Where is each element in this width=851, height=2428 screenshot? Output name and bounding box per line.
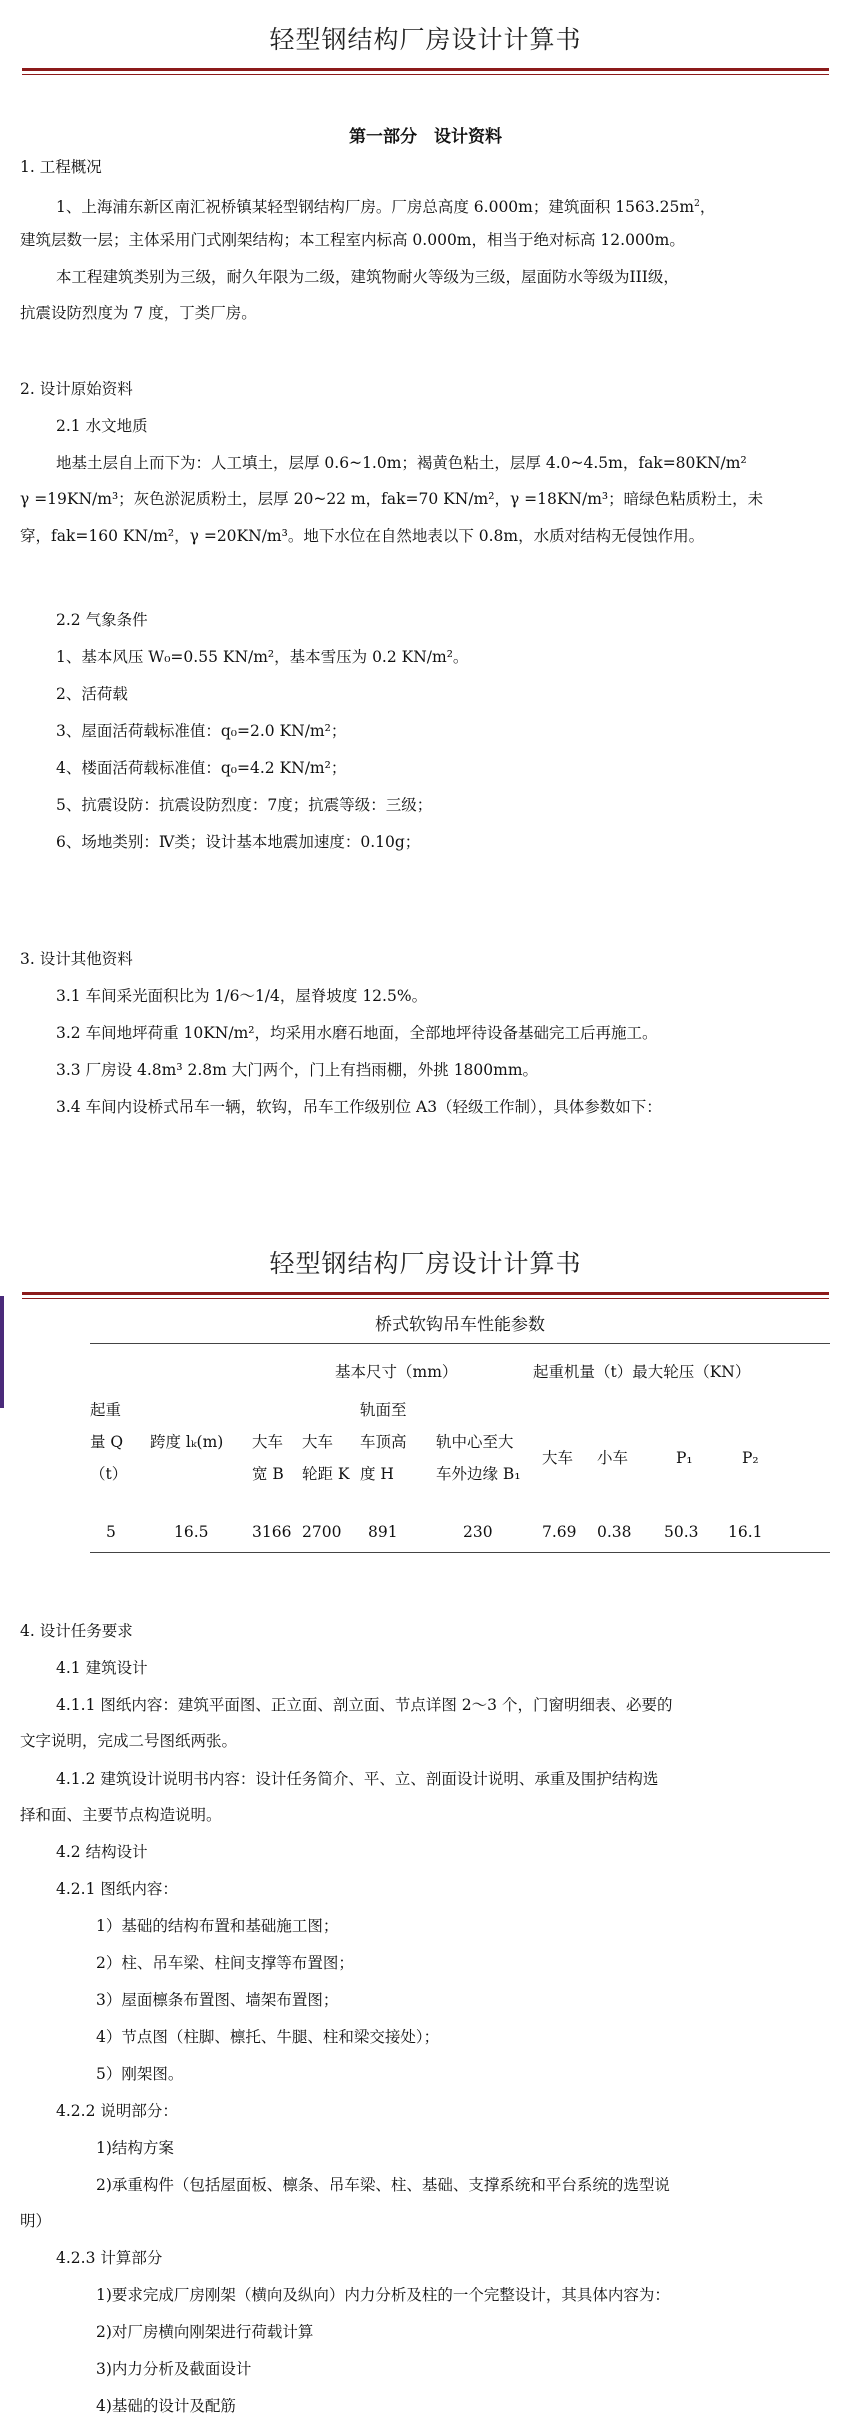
crane-table-header-p2: P₂: [742, 1449, 759, 1467]
crane-table-header-q: 量 Q: [90, 1433, 124, 1451]
other-info-item-3: 3.3 厂房设 4.8m³ 2.8m 大门两个，门上有挡雨棚，外挑 1800mm。: [56, 1061, 539, 1079]
calculation-item-2: 2)对厂房横向刚架进行荷载计算: [96, 2323, 314, 2341]
calculation-item-1: 1)要求完成厂房刚架（横向及纵向）内力分析及柱的一个完整设计，其具体内容为：: [96, 2286, 670, 2304]
climate-item-1: 1、基本风压 W₀=0.55 KN/m²，基本雪压为 0.2 KN/m²。: [56, 648, 469, 666]
calculation-item-3: 3)内力分析及截面设计: [96, 2360, 252, 2378]
crane-table-cell: 16.1: [728, 1523, 763, 1541]
crane-table-cell: 7.69: [542, 1523, 577, 1541]
section-2-heading: 2. 设计原始资料: [20, 380, 133, 398]
crane-table-group-dimensions: 基本尺寸（mm）: [335, 1363, 458, 1381]
climate-item-4: 4、楼面活荷载标准值：q₀=4.2 KN/m²；: [56, 759, 347, 777]
page-2-header-rule-thin: [22, 1298, 829, 1299]
crane-table-header-b1: 轨中心至大: [436, 1433, 514, 1451]
structure-drawing-item-3: 3）屋面檩条布置图、墙架布置图；: [96, 1991, 339, 2009]
structure-drawing-item-4: 4）节点图（柱脚、檩托、牛腿、柱和梁交接处）；: [96, 2028, 440, 2046]
geology-line-1: 地基土层自上而下为：人工填土，层厚 0.6~1.0m；褐黄色粘土，层厚 4.0~4.5m，fak=80KN/m²: [56, 454, 747, 472]
crane-table-top-rule: [90, 1343, 830, 1344]
other-info-item-4: 3.4 车间内设桥式吊车一辆，软钩，吊车工作级别位 A3（轻级工作制），具体参数如下：: [56, 1098, 662, 1116]
crane-table-cell: 3166: [252, 1523, 292, 1541]
explanation-item-2-line-2: 明）: [20, 2212, 52, 2230]
crane-table-cell: 2700: [302, 1523, 342, 1541]
other-info-item-1: 3.1 车间采光面积比为 1/6～1/4，屋脊坡度 12.5%。: [56, 987, 428, 1005]
crane-table-header-q: 起重: [90, 1401, 122, 1419]
drawing-content-line-1: 4.1.1 图纸内容：建筑平面图、正立面、剖立面、节点详图 2～3 个，门窗明细表、必要的: [56, 1696, 673, 1714]
crane-table-bottom-rule: [90, 1552, 830, 1553]
section-4-heading: 4. 设计任务要求: [20, 1622, 133, 1640]
climate-item-2: 2、活荷载: [56, 685, 128, 703]
side-margin-bar: [0, 1296, 4, 1408]
crane-table-header-big-car: 大车: [542, 1449, 574, 1467]
crane-table-header-height: 车顶高: [360, 1433, 407, 1451]
crane-table-cell: 0.38: [597, 1523, 632, 1541]
section-1-heading: 1. 工程概况: [20, 158, 102, 176]
structure-design-heading: 4.2 结构设计: [56, 1843, 148, 1861]
structure-drawing-item-1: 1）基础的结构布置和基础施工图；: [96, 1917, 339, 1935]
page-2-header-title: 轻型钢结构厂房设计计算书: [269, 1249, 582, 1278]
crane-table-title: 桥式软钩吊车性能参数: [375, 1315, 545, 1335]
structure-drawing-item-2: 2）柱、吊车梁、柱间支撑等布置图；: [96, 1954, 354, 1972]
crane-table-header-width: 宽 B: [252, 1465, 284, 1483]
crane-table-header-small-car: 小车: [597, 1449, 629, 1467]
crane-table-group-weight: 起重机量（t）最大轮压（KN）: [533, 1363, 751, 1381]
crane-table-cell: 50.3: [664, 1523, 699, 1541]
header-rule-thick: [22, 68, 829, 71]
hydrogeology-heading: 2.1 水文地质: [56, 417, 148, 435]
explanation-item-2-line-1: 2)承重构件（包括屋面板、檩条、吊车梁、柱、基础、支撑系统和平台系统的选型说: [96, 2176, 670, 2194]
climate-item-5: 5、抗震设防：抗震设防烈度：7度；抗震等级：三级；: [56, 796, 433, 814]
geology-line-2: γ =19KN/m³；灰色淤泥质粉土，层厚 20~22 m，fak=70 KN/m²，γ =18KN/m³；暗绿色粘质粉土，未: [20, 490, 764, 508]
design-spec-line-1: 4.1.2 建筑设计说明书内容：设计任务简介、平、立、剖面设计说明、承重及围护结构选: [56, 1770, 659, 1788]
explanation-heading: 4.2.2 说明部分：: [56, 2102, 178, 2120]
design-spec-line-2: 择和面、主要节点构造说明。: [20, 1806, 222, 1824]
structure-drawings-heading: 4.2.1 图纸内容：: [56, 1880, 178, 1898]
crane-table-header-b1: 车外边缘 B₁: [436, 1465, 521, 1483]
page-2-header-rule-thick: [22, 1292, 829, 1295]
part-one-title: 第一部分 设计资料: [349, 127, 502, 147]
structure-drawing-item-5: 5）刚架图。: [96, 2065, 184, 2083]
climate-item-3: 3、屋面活荷载标准值：q₀=2.0 KN/m²；: [56, 722, 347, 740]
project-overview-line-4: 抗震设防烈度为 7 度，丁类厂房。: [20, 304, 257, 322]
crane-table-header-wheelbase: 轮距 K: [302, 1465, 350, 1483]
crane-table-cell: 5: [106, 1523, 116, 1541]
section-3-heading: 3. 设计其他资料: [20, 950, 133, 968]
architecture-design-heading: 4.1 建筑设计: [56, 1659, 148, 1677]
calculation-item-4: 4)基础的设计及配筋: [96, 2397, 236, 2415]
climate-item-6: 6、场地类别：Ⅳ类；设计基本地震加速度：0.10g；: [56, 833, 421, 851]
page-header-title: 轻型钢结构厂房设计计算书: [269, 25, 582, 54]
header-rule-thin: [22, 74, 829, 75]
other-info-item-2: 3.2 车间地坪荷重 10KN/m²，均采用水磨石地面，全部地坪待设备基础完工后再施工。: [56, 1024, 658, 1042]
crane-table-header-span: 跨度 lₖ(m): [150, 1433, 224, 1451]
crane-table-cell: 230: [463, 1523, 493, 1541]
calculation-heading: 4.2.3 计算部分: [56, 2249, 163, 2267]
crane-table-header-width: 大车: [252, 1433, 284, 1451]
crane-table-header-height: 轨面至: [360, 1401, 407, 1419]
crane-table-header-q: （t）: [90, 1465, 128, 1483]
crane-table-cell: 16.5: [174, 1523, 209, 1541]
crane-table-cell: 891: [368, 1523, 398, 1541]
crane-table-header-p1: P₁: [676, 1449, 693, 1467]
project-overview-line-1: 1、上海浦东新区南汇祝桥镇某轻型钢结构厂房。厂房总高度 6.000m；建筑面积 $1563.25m^2$，: [56, 198, 716, 217]
geology-line-3: 穿，fak=160 KN/m²，γ =20KN/m³。地下水位在自然地表以下 0.8m，水质对结构无侵蚀作用。: [20, 527, 705, 545]
project-overview-line-2: 建筑层数一层；主体采用门式刚架结构；本工程室内标高 0.000m，相当于绝对标高 12.000m。: [20, 231, 685, 249]
climate-heading: 2.2 气象条件: [56, 611, 148, 629]
explanation-item-1: 1)结构方案: [96, 2139, 174, 2157]
drawing-content-line-2: 文字说明，完成二号图纸两张。: [20, 1732, 238, 1750]
project-overview-line-3: 本工程建筑类别为三级，耐久年限为二级，建筑物耐火等级为三级，屋面防水等级为III级，: [56, 268, 679, 286]
crane-table-header-height: 度 H: [360, 1465, 394, 1483]
crane-table-header-wheelbase: 大车: [302, 1433, 334, 1451]
